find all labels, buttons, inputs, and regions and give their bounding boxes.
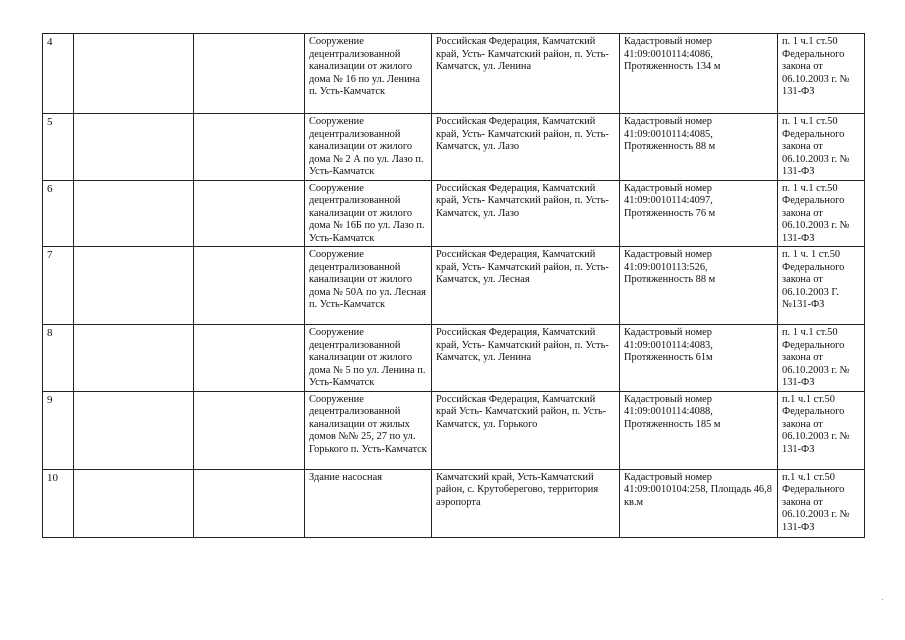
empty-cell	[194, 391, 305, 469]
row-number: 4	[43, 34, 74, 114]
table-row	[43, 247, 865, 325]
table-row	[43, 34, 865, 114]
empty-cell	[194, 34, 305, 114]
legal-basis: п.1 ч.1 ст.50 Федерального закона от 06.10.2003 г. № 131-ФЗ	[778, 469, 865, 537]
empty-cell	[194, 114, 305, 181]
object-address: Камчатский край, Усть-Камчатский район, с. Крутоберегово, территория аэропорта	[432, 469, 620, 537]
object-name: Сооружение децентрализованной канализации от жилых домов №№ 25, 27 по ул. Горького п. Усть-Камчатск	[305, 391, 432, 469]
row-number: 8	[43, 325, 74, 392]
object-address: Российская Федерация, Камчатский край Усть- Камчатский район, п. Усть-Камчатск, ул. Горького	[432, 391, 620, 469]
empty-cell	[194, 247, 305, 325]
object-address: Российская Федерация, Камчатский край, Усть- Камчатский район, п. Усть-Камчатск, ул. Лазо	[432, 180, 620, 247]
object-name: Сооружение децентрализованной канализации от жилого дома № 50А по ул. Лесная п. Усть-Камчатск	[305, 247, 432, 325]
legal-basis: п. 1 ч.1 ст.50 Федерального закона от 06.10.2003 г. № 131-ФЗ	[778, 325, 865, 392]
property-registry-table	[42, 33, 865, 538]
object-name: Здание насосная	[305, 469, 432, 537]
row-number: 10	[43, 469, 74, 537]
table-row	[43, 469, 865, 537]
object-name: Сооружение децентрализованной канализации от жилого дома № 2 А по ул. Лазо п. Усть-Камчатск	[305, 114, 432, 181]
legal-basis: п.1 ч.1 ст.50 Федерального закона от 06.10.2003 г. № 131-ФЗ	[778, 391, 865, 469]
empty-cell	[74, 180, 194, 247]
legal-basis: п. 1 ч. 1 ст.50 Федерального закона от 06.10.2003 Г.№131-ФЗ	[778, 247, 865, 325]
object-name: Сооружение децентрализованной канализации от жилого дома № 16 по ул. Ленина п. Усть-Камчатск	[305, 34, 432, 114]
table-row	[43, 114, 865, 181]
object-address: Российская Федерация, Камчатский край, Усть- Камчатский район, п. Усть-Камчатск, ул. Лесная	[432, 247, 620, 325]
legal-basis: п. 1 ч.1 ст.50 Федерального закона от 06.10.2003 г. № 131-ФЗ	[778, 114, 865, 181]
object-address: Российская Федерация, Камчатский край, Усть- Камчатский район, п. Усть-Камчатск, ул. Ленина	[432, 34, 620, 114]
object-address: Российская Федерация, Камчатский край, Усть- Камчатский район, п. Усть-Камчатск, ул. Ленина	[432, 325, 620, 392]
table-row	[43, 325, 865, 392]
object-characteristics: Кадастровый номер 41:09:0010114:4085, Протяженность 88 м	[620, 114, 778, 181]
legal-basis: п. 1 ч.1 ст.50 Федерального закона от 06.10.2003 г. № 131-ФЗ	[778, 34, 865, 114]
table-row	[43, 391, 865, 469]
empty-cell	[194, 469, 305, 537]
empty-cell	[74, 391, 194, 469]
empty-cell	[194, 325, 305, 392]
empty-cell	[74, 469, 194, 537]
empty-cell	[74, 114, 194, 181]
object-characteristics: Кадастровый номер 41:09:0010113:526, Протяженность 88 м	[620, 247, 778, 325]
scan-speck	[882, 599, 883, 600]
empty-cell	[74, 247, 194, 325]
object-characteristics: Кадастровый номер 41:09:0010114:4088, Протяженность 185 м	[620, 391, 778, 469]
empty-cell	[74, 325, 194, 392]
object-characteristics: Кадастровый номер 41:09:0010104:258, Площадь 46,8 кв.м	[620, 469, 778, 537]
object-characteristics: Кадастровый номер 41:09:0010114:4083, Протяженность 61м	[620, 325, 778, 392]
row-number: 6	[43, 180, 74, 247]
object-characteristics: Кадастровый номер 41:09:0010114:4086, Протяженность 134 м	[620, 34, 778, 114]
empty-cell	[74, 34, 194, 114]
legal-basis: п. 1 ч.1 ст.50 Федерального закона от 06.10.2003 г. № 131-ФЗ	[778, 180, 865, 247]
table-row	[43, 180, 865, 247]
object-address: Российская Федерация, Камчатский край, Усть- Камчатский район, п. Усть-Камчатск, ул. Лазо	[432, 114, 620, 181]
row-number: 7	[43, 247, 74, 325]
object-name: Сооружение децентрализованной канализации от жилого дома № 5 по ул. Ленина п. Усть-Камчатск	[305, 325, 432, 392]
row-number: 9	[43, 391, 74, 469]
row-number: 5	[43, 114, 74, 181]
empty-cell	[194, 180, 305, 247]
object-characteristics: Кадастровый номер 41:09:0010114:4097, Протяженность 76 м	[620, 180, 778, 247]
object-name: Сооружение децентрализованной канализации от жилого дома № 16Б по ул. Лазо п. Усть-Камчатск	[305, 180, 432, 247]
